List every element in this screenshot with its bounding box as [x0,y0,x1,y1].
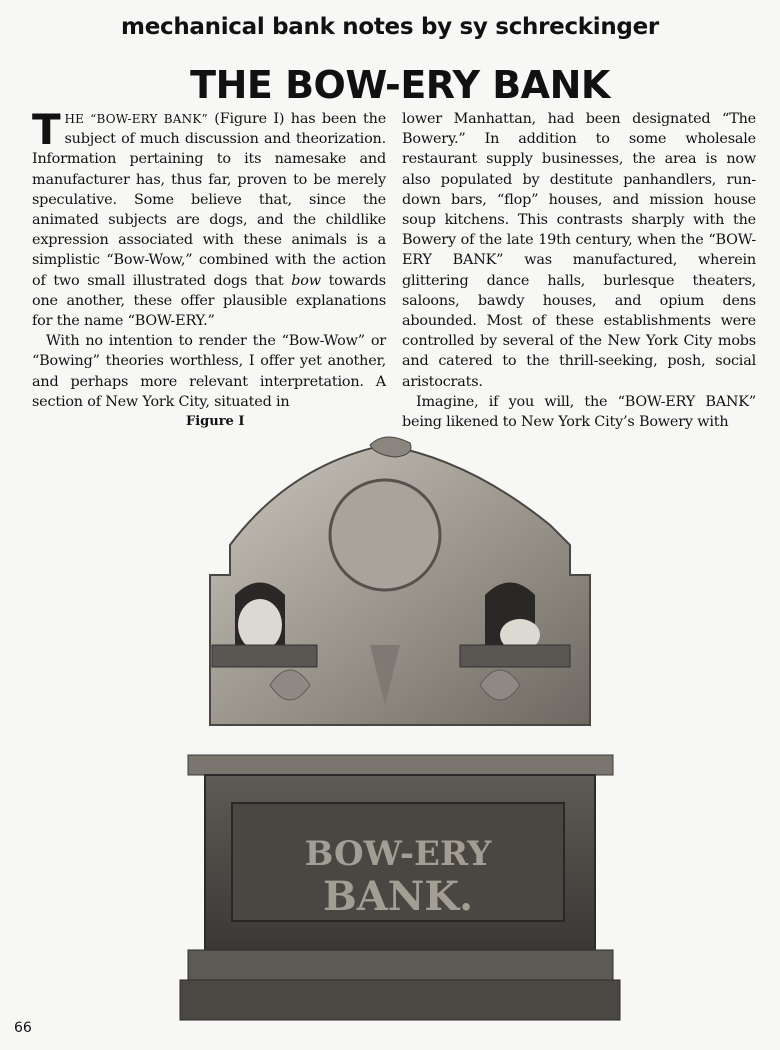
article-column-right [402,109,756,432]
paragraph-1-text-b: towards one another, these offer plausible explanations for the name “BOW-ERY.” [32,272,386,330]
paragraph-1 [32,105,387,331]
paragraph-3: Imagine, if you will, the “BOW-ERY BANK” being likened to New York City’s Bowery with [402,393,756,431]
left-dog-icon [238,599,282,651]
emphasis-bow: bow [291,272,321,289]
figure-caption: Figure I [186,414,245,429]
lead-in: HE “BOW-ERY BANK” [64,112,208,126]
article-title: THE BOW-ERY BANK [190,63,610,107]
article-column-left [32,105,387,432]
article-body [32,105,756,432]
paragraph-2-start: With no intention to render the “Bow-Wow” or “Bowing” theories worthless, I offer yet another, and perhaps more relevant interpretation. A section of New York City, situated in [32,333,386,410]
series-header: mechanical bank notes by sy schreckinger [121,14,659,40]
bank-label-top: BOW-ERY [304,834,492,874]
page-number: 66 [14,1020,32,1036]
bank-photo [170,425,630,1025]
bank-label-bottom: BANK. [322,873,474,920]
paragraph-2-continued: lower Manhattan, had been designated “The Bowery.” In addition to some wholesale restaurant supply businesses, the area is now also populated by destitute panhandlers, run-down bars, “flop” houses, and mission house soup kitchens. This contrasts sharply with the Bowery of the late 19th century, when the “BOW-ERY BANK” was manufactured, wherein glittering dance halls, burlesque theaters, saloons, bawdy houses, and opium dens abounded. Most of these establishments were controlled by several of the New York City mobs and catered to the thrill-seeking, posh, social aristocrats. [402,111,756,390]
medallion [330,480,440,590]
drop-cap: T [32,105,61,154]
paragraph-1-text-a: (Figure I) has been the subject of much discussion and theorization. Information pertaining to its namesake and manufacturer has, thus far, proven to be merely speculative. Some believe that, since the animated subjects are dogs, and the childlike expression associated with these animals is a simplistic “Bow-Wow,” combined with the action of two small illustrated dogs that [32,111,387,289]
